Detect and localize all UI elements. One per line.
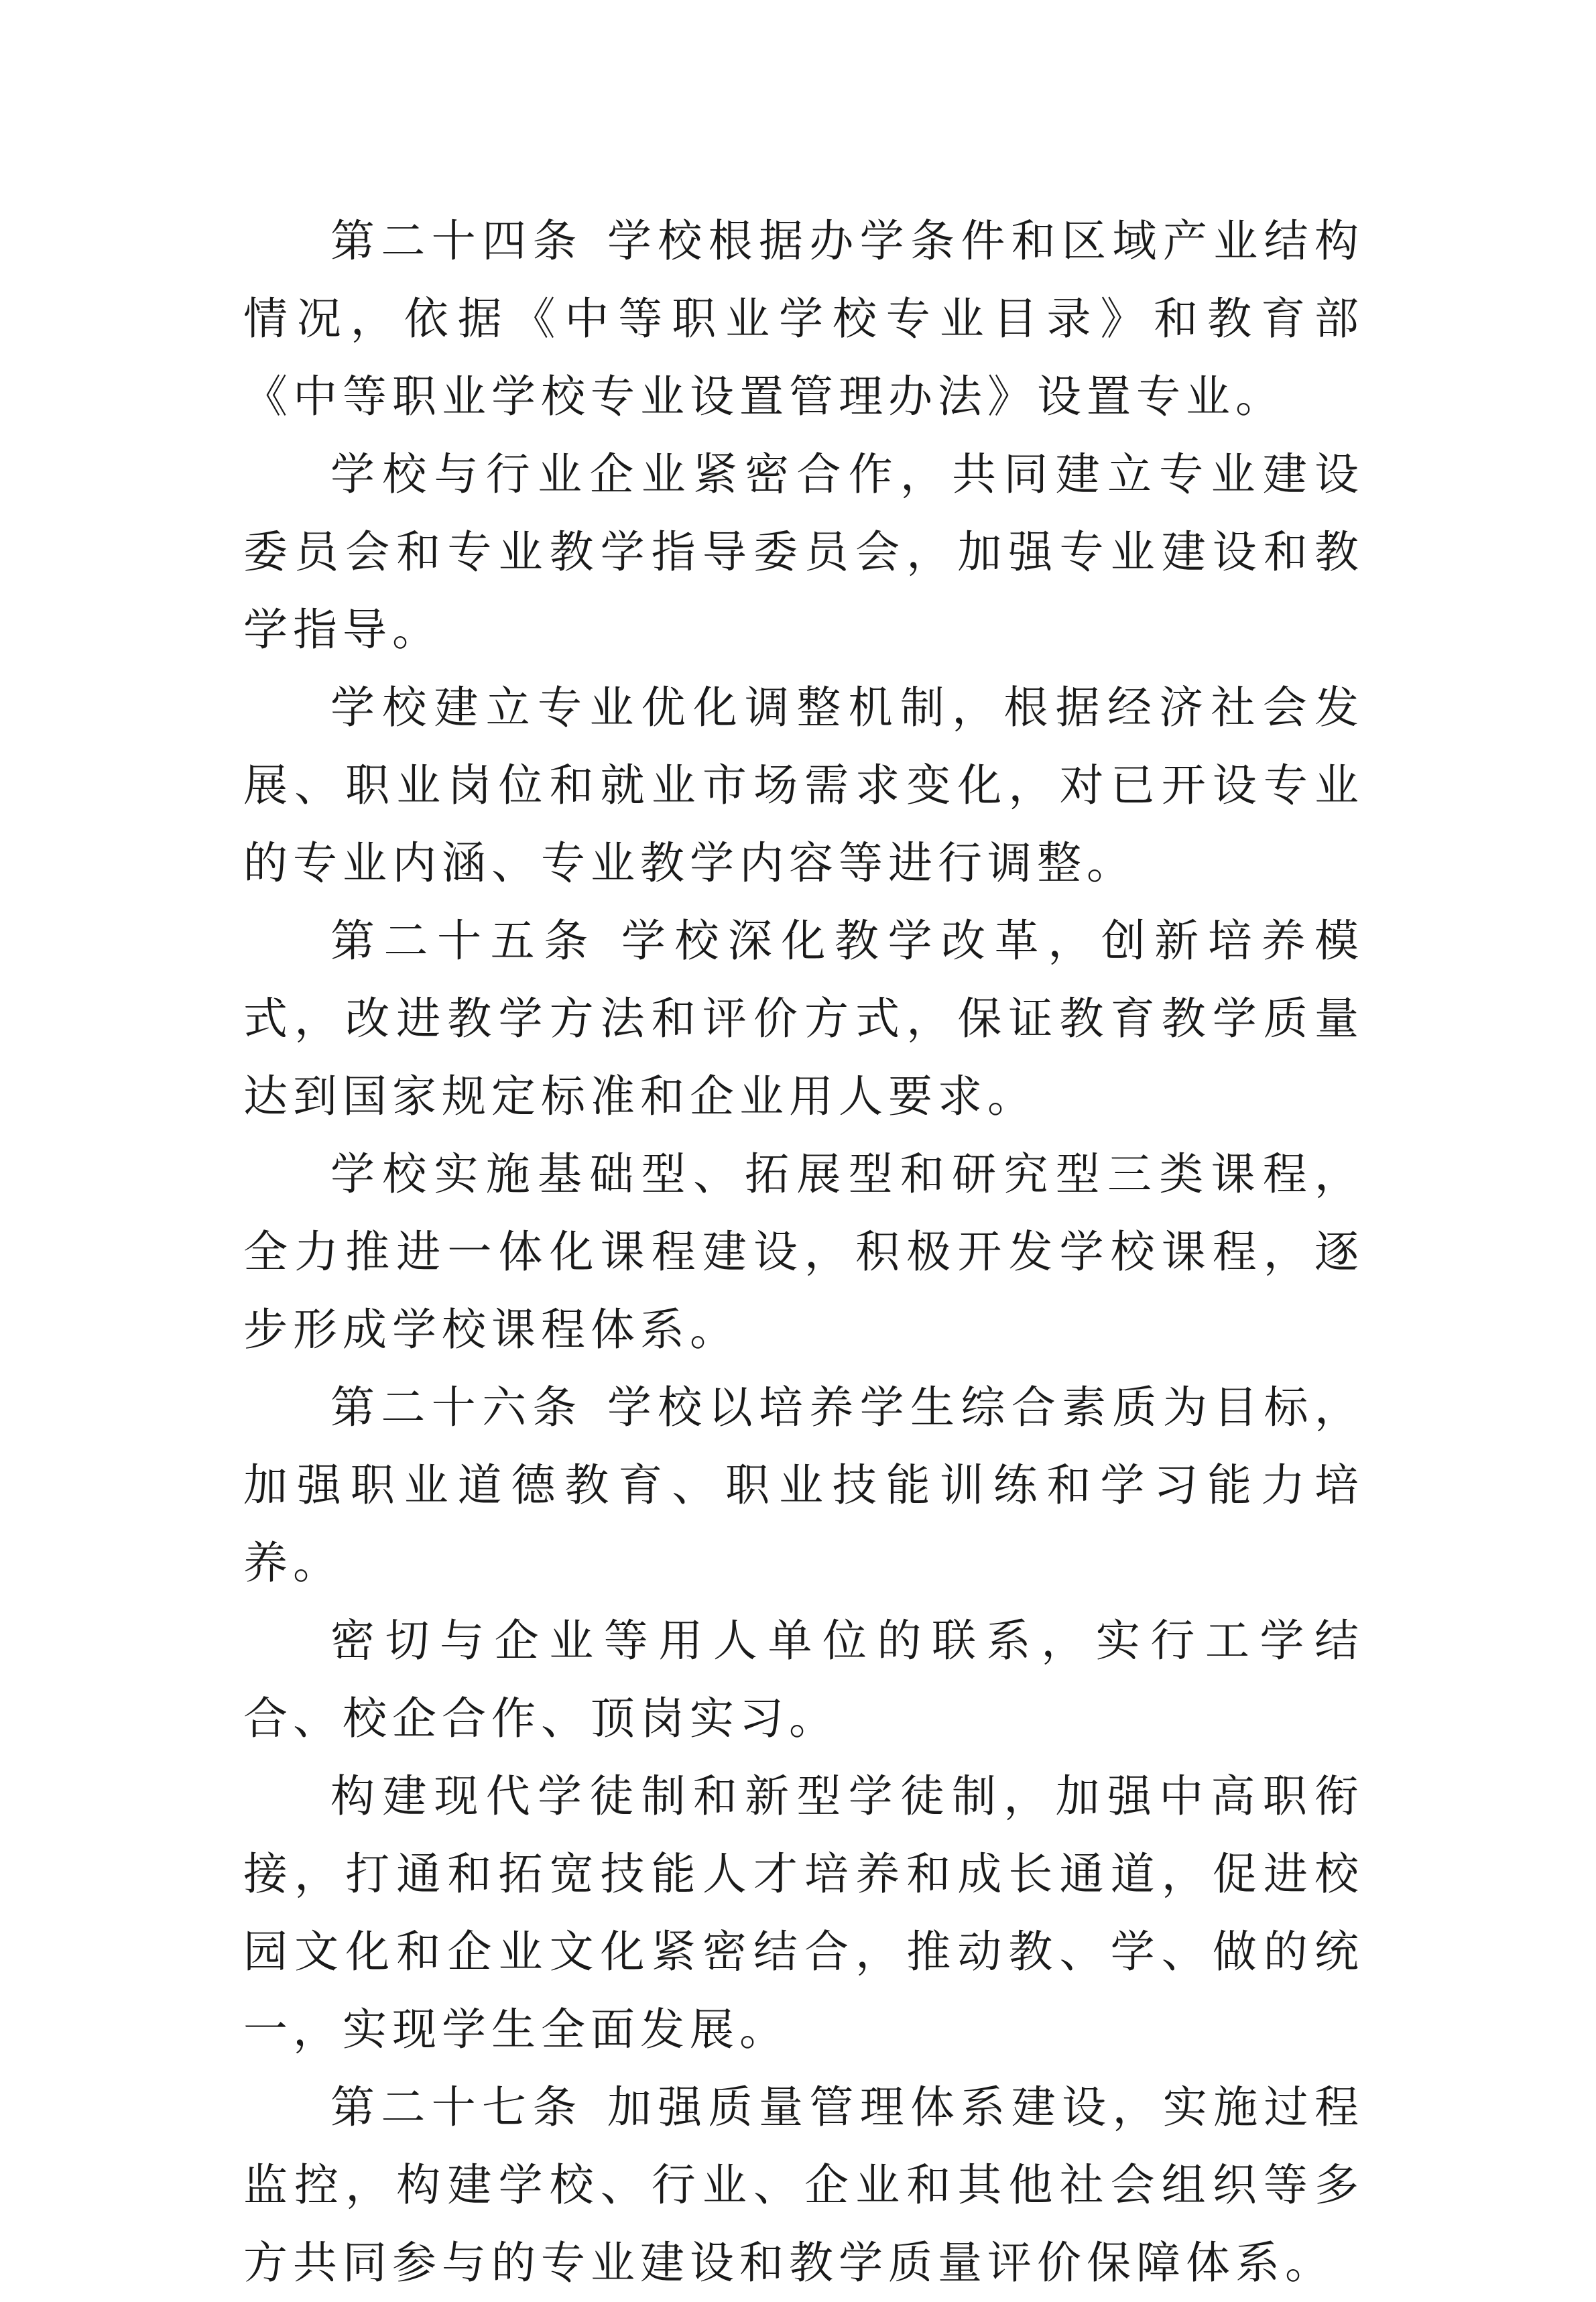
article-number: 第二十七条 <box>330 2081 583 2133</box>
paragraph <box>243 436 1364 669</box>
paragraph-article-24 <box>243 202 1364 436</box>
paragraph-text: 学校建立专业优化调整机制，根据经济社会发展、职业岗位和就业市场需求变化，对已开设专业的专业内涵、专业教学内容等进行调整。 <box>243 682 1364 889</box>
paragraph <box>243 1136 1364 1369</box>
paragraph-text: 密切与企业等用人单位的联系，实行工学结合、校企合作、顶岗实习。 <box>243 1615 1364 1744</box>
paragraph-article-27 <box>243 2069 1364 2302</box>
document-body <box>243 202 1364 2302</box>
paragraph-text: 学校与行业企业紧密合作，共同建立专业建设委员会和专业教学指导委员会，加强专业建设和教学指导。 <box>243 448 1364 656</box>
paragraph-article-26 <box>243 1369 1364 1602</box>
paragraph <box>243 1602 1364 1758</box>
paragraph-text: 学校以培养学生综合素质为目标，加强职业道德教育、职业技能训练和学习能力培养。 <box>243 1382 1365 1589</box>
paragraph-text: 构建现代学徒制和新型学徒制，加强中高职衔接，打通和拓宽技能人才培养和成长通道，促进校园文化和企业文化紧密结合，推动教、学、做的统一，实现学生全面发展。 <box>243 1770 1364 2055</box>
article-number: 第二十五条 <box>330 915 597 967</box>
paragraph <box>243 669 1364 902</box>
article-number: 第二十六条 <box>330 1382 583 1433</box>
article-number: 第二十四条 <box>330 215 583 267</box>
paragraph-article-25 <box>243 902 1364 1136</box>
paragraph-text: 学校深化教学改革，创新培养模式，改进教学方法和评价方式，保证教育教学质量达到国家规定标准和企业用人要求。 <box>243 915 1365 1122</box>
paragraph <box>243 1758 1364 2069</box>
paragraph-text: 学校根据办学条件和区域产业结构情况，依据《中等职业学校专业目录》和教育部《中等职业学校专业设置管理办法》设置专业。 <box>243 215 1365 422</box>
paragraph-text: 加强质量管理体系建设，实施过程监控，构建学校、行业、企业和其他社会组织等多方共同参与的专业建设和教学质量评价保障体系。 <box>243 2081 1365 2289</box>
paragraph-text: 学校实施基础型、拓展型和研究型三类课程，全力推进一体化课程建设，积极开发学校课程，逐步形成学校课程体系。 <box>243 1148 1364 1355</box>
